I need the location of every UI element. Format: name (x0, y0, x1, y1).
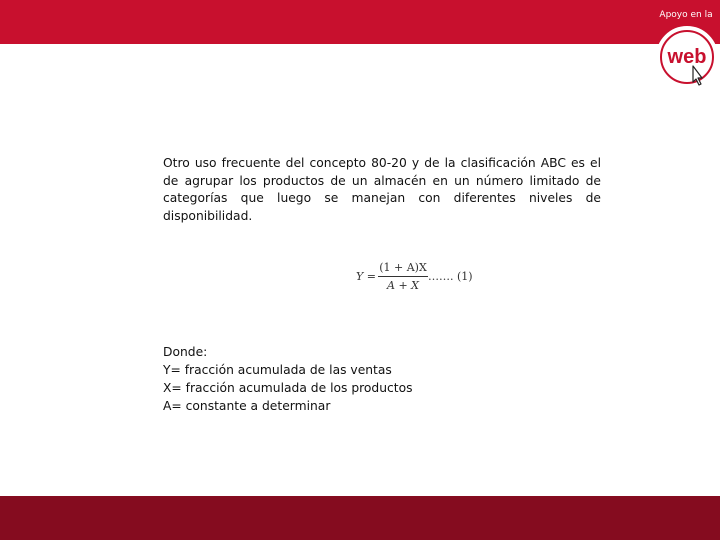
definition-item: X= fracción acumulada de los productos (163, 381, 413, 395)
formula-denominator: A + X (387, 279, 419, 292)
definitions (163, 343, 563, 415)
footer-bar (0, 496, 720, 540)
formula (356, 260, 496, 296)
definitions-heading: Donde: (163, 345, 208, 359)
header-bar (0, 0, 720, 44)
body-paragraph: Otro uso frecuente del concepto 80-20 y de la clasificación ABC es el de agrupar los productos de un almacén en un número limitado de categorías que luego se manejan con diferentes niveles de disponibilidad. (163, 156, 601, 223)
web-logo-icon[interactable] (652, 22, 720, 92)
definition-item: Y= fracción acumulada de las ventas (163, 363, 392, 377)
fraction-line (378, 276, 428, 277)
logo-caption: Apoyo en la (659, 10, 713, 20)
formula-numerator: (1 + A)X (379, 261, 427, 274)
formula-lhs: Y = (356, 270, 376, 283)
definition-item: A= constante a determinar (163, 399, 331, 413)
formula-number: ……. (1) (428, 270, 473, 283)
logo-text: web (667, 46, 707, 68)
formula-fraction (378, 260, 428, 293)
